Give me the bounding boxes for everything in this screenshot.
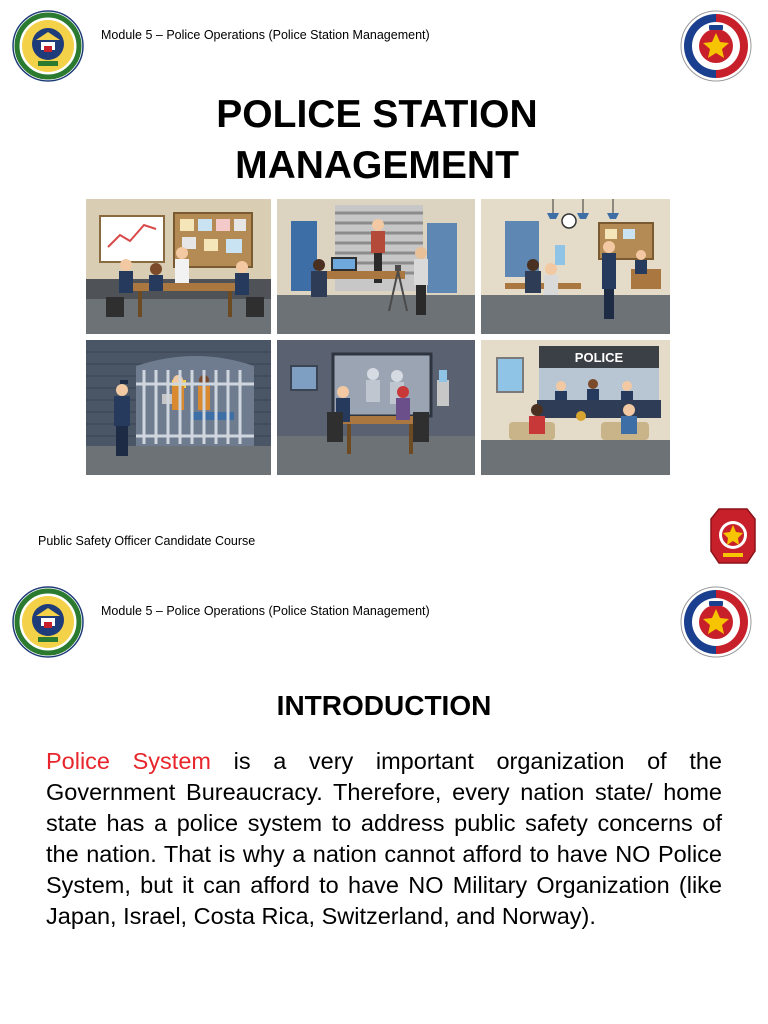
briefing-room-illustration — [86, 199, 271, 334]
pnpti-seal-icon — [680, 10, 752, 82]
course-footer: Public Safety Officer Candidate Course — [38, 534, 256, 548]
illustration-grid — [86, 199, 670, 475]
pnpti-seal-icon — [680, 586, 752, 658]
front-desk-illustration — [481, 340, 670, 475]
police-system-term: Police System — [46, 748, 211, 774]
left-academy-seal-icon — [12, 586, 84, 658]
lineup-room-illustration — [277, 199, 475, 334]
office-illustration — [481, 199, 670, 334]
page-title-line-1: POLICE STATION — [216, 93, 538, 136]
pnp-badge-icon — [709, 505, 757, 567]
interrogation-room-illustration — [277, 340, 475, 475]
jail-cell-illustration — [86, 340, 271, 475]
left-academy-seal-icon — [12, 10, 84, 82]
paragraph-body: is a very important organization of the Government Bureaucracy. Therefore, every nation state/ home state has a police system to address public safety concerns of the nation. That is why a nation cannot afford to have NO Police System, but it can afford to have NO Military Organization (like Japan, Israel, Costa Rica, Switzerland, and Norway). — [46, 748, 722, 929]
module-header: Module 5 – Police Operations (Police Station Management) — [101, 28, 430, 42]
module-header: Module 5 – Police Operations (Police Station Management) — [101, 604, 430, 618]
police-sign-text: POLICE — [574, 350, 624, 365]
page-title-line-2: MANAGEMENT — [235, 144, 519, 187]
introduction-heading: INTRODUCTION — [276, 690, 492, 721]
introduction-paragraph — [46, 746, 722, 932]
